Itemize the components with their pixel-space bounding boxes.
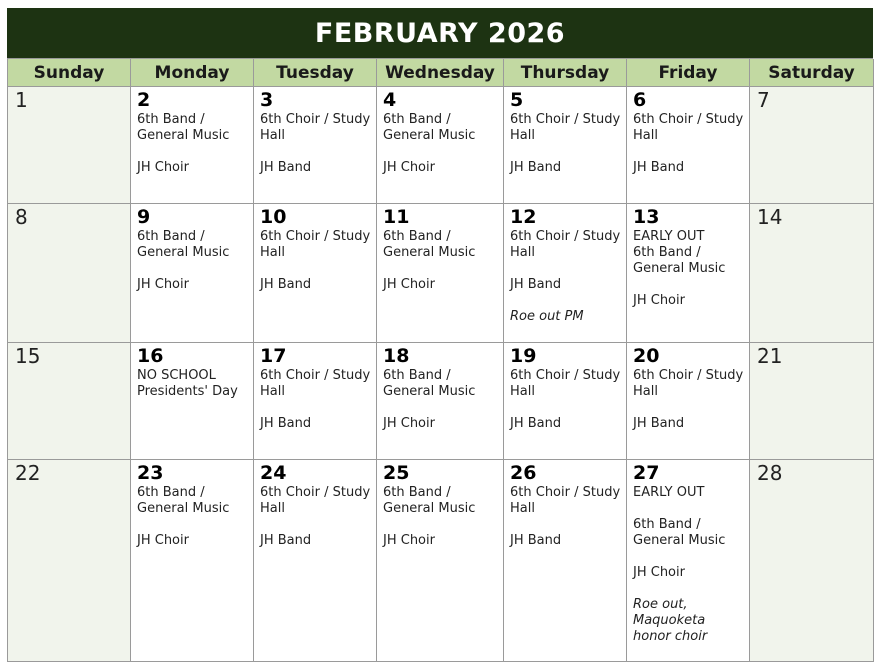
event-text: 6th Choir / Study Hall [510,368,621,399]
event-text: JH Band [260,160,312,175]
event-text: EARLY OUT [633,229,705,244]
day-cell [254,204,377,343]
event-list [633,485,745,645]
event-text: 6th Choir / Study Hall [633,112,744,143]
event-text: 6th Band / General Music [137,229,230,260]
day-cell [627,204,750,343]
day-cell [750,460,874,662]
event-text: 6th Choir / Study Hall [633,368,744,399]
day-cell [254,460,377,662]
day-number: 19 [510,345,537,367]
day-number: 13 [633,206,660,228]
day-number: 2 [137,89,151,111]
event-text: 6th Choir / Study Hall [510,112,621,143]
day-number: 8 [15,205,28,229]
day-number: 23 [137,462,164,484]
day-cell [377,204,504,343]
event-text: 6th Choir / Study Hall [260,229,371,260]
day-number: 6 [633,89,647,111]
day-number: 12 [510,206,537,228]
day-number: 1 [15,88,28,112]
event-text: EARLY OUT [633,485,705,500]
weekday-header-thursday: Thursday [504,59,627,87]
day-number: 28 [757,461,783,485]
event-text: 6th Band / General Music [383,112,476,143]
day-cell [627,343,750,460]
day-cell [131,87,254,204]
event-text: 6th Choir / Study Hall [260,485,371,516]
event-text: NO SCHOOL [137,368,216,383]
event-text: 6th Band / General Music [633,245,726,276]
weekday-header-tuesday: Tuesday [254,59,377,87]
event-text: JH Choir [137,160,189,175]
event-text: JH Band [633,160,685,175]
calendar [7,8,873,662]
day-number: 14 [757,205,783,229]
day-number: 20 [633,345,660,367]
day-cell [377,343,504,460]
day-cell [627,87,750,204]
day-cell [377,460,504,662]
event-text: JH Choir [633,565,685,580]
event-text: 6th Band / General Music [137,112,230,143]
event-list [383,229,499,293]
event-text: 6th Band / General Music [633,517,726,548]
day-cell [504,460,627,662]
weekday-header-sunday: Sunday [8,59,131,87]
day-cell [504,204,627,343]
event-text: JH Choir [633,293,685,308]
day-number: 9 [137,206,151,228]
day-number: 4 [383,89,397,111]
event-list [633,112,745,176]
day-number: 3 [260,89,274,111]
day-cell [254,87,377,204]
event-list [383,485,499,549]
event-list [260,112,372,176]
weekday-header-wednesday: Wednesday [377,59,504,87]
calendar-title: FEBRUARY 2026 [7,8,873,58]
event-text: 6th Choir / Study Hall [510,485,621,516]
event-list [383,112,499,176]
weekday-header-friday: Friday [627,59,750,87]
event-text: JH Band [510,160,562,175]
day-cell [750,343,874,460]
event-text: 6th Band / General Music [383,229,476,260]
event-text: JH Choir [137,533,189,548]
event-list [260,229,372,293]
day-number: 7 [757,88,770,112]
day-number: 21 [757,344,783,368]
day-number: 17 [260,345,287,367]
day-cell [254,343,377,460]
event-list [510,112,622,176]
event-list [633,229,745,309]
day-cell [8,87,131,204]
event-list [260,368,372,432]
event-list [137,368,249,400]
event-text: JH Choir [383,277,435,292]
day-cell [131,343,254,460]
day-cell [627,460,750,662]
event-text: 6th Band / General Music [383,485,476,516]
day-cell [131,460,254,662]
event-text: JH Band [510,533,562,548]
event-text: Presidents' Day [137,384,238,399]
day-cell [504,343,627,460]
day-number: 16 [137,345,164,367]
day-cell [131,204,254,343]
day-number: 10 [260,206,287,228]
day-cell [8,204,131,343]
event-list [260,485,372,549]
event-list [383,368,499,432]
event-text: 6th Band / General Music [137,485,230,516]
event-list [137,485,249,549]
event-list [137,229,249,293]
event-list [510,485,622,549]
event-text: JH Band [510,277,562,292]
event-text: 6th Choir / Study Hall [260,368,371,399]
event-text: JH Band [260,533,312,548]
day-cell [8,460,131,662]
event-text: 6th Choir / Study Hall [260,112,371,143]
day-cell [8,343,131,460]
event-text: JH Band [260,277,312,292]
event-text: JH Band [510,416,562,431]
calendar-grid [7,58,873,662]
day-cell [750,87,874,204]
event-list [510,229,622,325]
day-number: 27 [633,462,660,484]
day-number: 15 [15,344,41,368]
event-text: JH Band [633,416,685,431]
event-list [137,112,249,176]
day-cell [377,87,504,204]
event-text: JH Choir [383,533,435,548]
day-cell [750,204,874,343]
day-number: 11 [383,206,410,228]
event-text: Roe out PM [510,309,584,324]
event-list [510,368,622,432]
day-cell [504,87,627,204]
event-text: 6th Band / General Music [383,368,476,399]
day-number: 25 [383,462,410,484]
event-text: JH Choir [383,160,435,175]
event-text: 6th Choir / Study Hall [510,229,621,260]
event-text: Roe out, Maquoketa honor choir [633,597,708,644]
event-text: JH Band [260,416,312,431]
day-number: 5 [510,89,524,111]
weekday-header-monday: Monday [131,59,254,87]
day-number: 26 [510,462,537,484]
event-text: JH Choir [383,416,435,431]
event-text: JH Choir [137,277,189,292]
day-number: 18 [383,345,410,367]
weekday-header-saturday: Saturday [750,59,874,87]
day-number: 22 [15,461,41,485]
event-list [633,368,745,432]
day-number: 24 [260,462,287,484]
